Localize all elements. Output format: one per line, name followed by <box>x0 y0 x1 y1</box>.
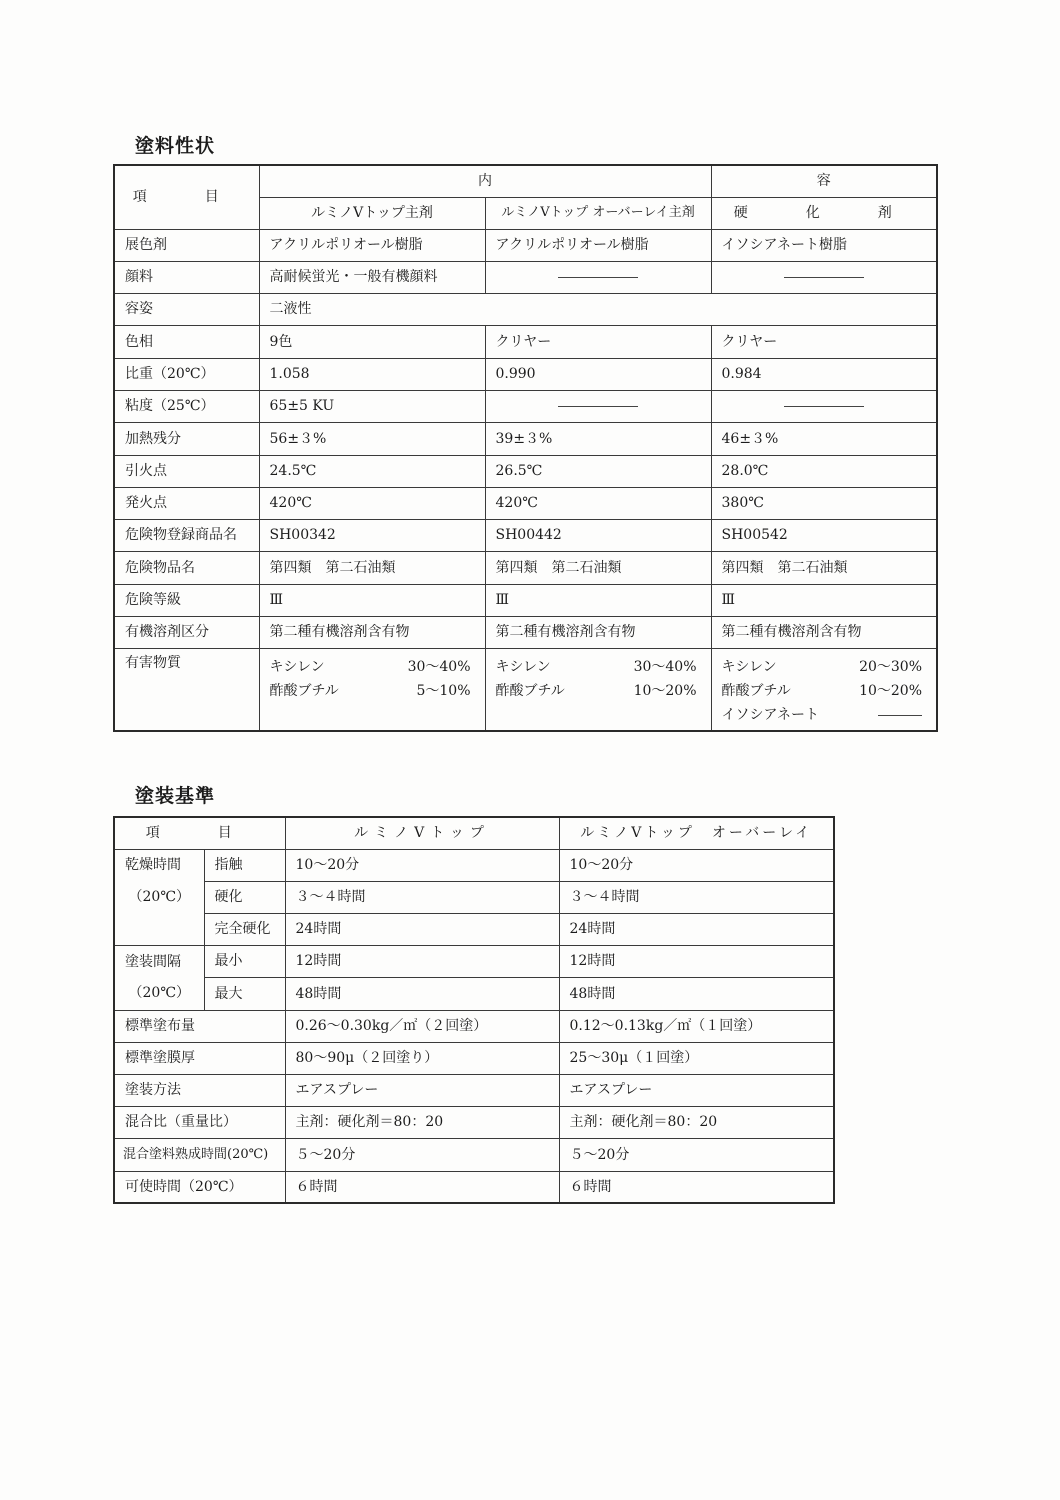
table-row <box>114 584 937 616</box>
cell: 0.990 <box>485 358 711 390</box>
row-label: 有害物質 <box>114 649 259 731</box>
cell: ６時間 <box>285 1171 559 1203</box>
cell: ３〜４時間 <box>285 881 559 913</box>
cell: 48時間 <box>559 978 834 1010</box>
harmful-item: 酢酸ブチル 10〜20% <box>721 683 922 700</box>
empty-cell-dash <box>711 390 937 422</box>
table-row <box>114 229 937 261</box>
table-row <box>114 1010 834 1042</box>
cell: 高耐候蛍光・一般有機顔料 <box>259 261 485 293</box>
header-col2: ルミノVトップ オーバーレイ <box>559 817 834 849</box>
row-sublabel: 最大 <box>204 978 285 1010</box>
cell: 10〜20分 <box>285 849 559 881</box>
table-row <box>114 455 937 487</box>
cell: 第二種有機溶剤含有物 <box>485 617 711 649</box>
table-row-harmful <box>114 649 937 731</box>
cell: 26.5℃ <box>485 455 711 487</box>
harmful-item: 酢酸ブチル 5〜10% <box>269 683 471 700</box>
cell: 第四類 第二石油類 <box>485 552 711 584</box>
table-row <box>114 390 937 422</box>
row-label: 色相 <box>114 326 259 358</box>
table-row <box>114 1107 834 1139</box>
row-label: 顔料 <box>114 261 259 293</box>
row-label: 展色剤 <box>114 229 259 261</box>
table-row <box>114 552 937 584</box>
empty-cell-dash <box>711 261 937 293</box>
harmful-item: 酢酸ブチル 10〜20% <box>495 683 697 700</box>
row-label: 危険等級 <box>114 584 259 616</box>
row-sublabel: 指触 <box>204 849 285 881</box>
cell: 1.058 <box>259 358 485 390</box>
row-label-spacer <box>114 914 204 946</box>
cell: 24.5℃ <box>259 455 485 487</box>
cell: 主剤：硬化剤＝80：20 <box>559 1107 834 1139</box>
harmful-cell <box>711 649 937 731</box>
cell: 25〜30μ（１回塗） <box>559 1042 834 1074</box>
cell: エアスプレー <box>559 1075 834 1107</box>
table-row <box>114 1139 834 1171</box>
table-row <box>114 617 937 649</box>
table-row <box>114 520 937 552</box>
table-row <box>114 326 937 358</box>
cell: ３〜４時間 <box>559 881 834 913</box>
row-label: 混合塗料熟成時間(20℃) <box>114 1139 285 1171</box>
row-label: 粘度（25℃） <box>114 390 259 422</box>
cell: 10〜20分 <box>559 849 834 881</box>
table-row <box>114 358 937 390</box>
harmful-cell <box>485 649 711 731</box>
header-col2: ルミノVトップ オーバーレイ主剤 <box>485 197 711 229</box>
cell: 12時間 <box>285 946 559 978</box>
cell: 第四類 第二石油類 <box>711 552 937 584</box>
empty-cell-dash <box>485 261 711 293</box>
table-row <box>114 978 834 1010</box>
cell: エアスプレー <box>285 1075 559 1107</box>
row-label-temp: （20℃） <box>114 881 204 913</box>
section-title-coating: 塗装基準 <box>135 785 216 807</box>
harmful-item: キシレン 30〜40% <box>495 659 697 676</box>
section-title-properties: 塗料性状 <box>135 135 216 157</box>
header-content-right: 容 <box>711 165 937 197</box>
row-label: 標準塗膜厚 <box>114 1042 285 1074</box>
header-item: 項 目 <box>114 817 285 849</box>
cell: ６時間 <box>559 1171 834 1203</box>
table-row <box>114 849 834 881</box>
cell: 0.984 <box>711 358 937 390</box>
header-item: 項 目 <box>114 165 259 229</box>
table-row <box>114 881 834 913</box>
header-col1: ルミノVトップ主剤 <box>259 197 485 229</box>
cell: 39±３% <box>485 423 711 455</box>
cell: Ⅲ <box>711 584 937 616</box>
table-row <box>114 1171 834 1203</box>
table-row <box>114 294 937 326</box>
empty-cell-dash <box>485 390 711 422</box>
cell: 28.0℃ <box>711 455 937 487</box>
table-row <box>114 946 834 978</box>
table-header-row <box>114 817 834 849</box>
cell: SH00342 <box>259 520 485 552</box>
row-label: 危険物登録商品名 <box>114 520 259 552</box>
row-label: 加熱残分 <box>114 423 259 455</box>
header-col1: ルミノVトップ <box>285 817 559 849</box>
harmful-cell <box>259 649 485 731</box>
harmful-item: イソシアネート <box>722 703 923 727</box>
cell: Ⅲ <box>485 584 711 616</box>
cell: 48時間 <box>285 978 559 1010</box>
coating-table <box>113 816 835 1204</box>
cell: 主剤：硬化剤＝80：20 <box>285 1107 559 1139</box>
row-label: 混合比（重量比） <box>114 1107 285 1139</box>
harmful-item: キシレン 20〜30% <box>721 659 922 676</box>
row-label: 乾燥時間 <box>114 849 204 881</box>
row-label: 発火点 <box>114 487 259 519</box>
table-row <box>114 1075 834 1107</box>
cell: 56±３% <box>259 423 485 455</box>
header-col3: 硬 化 剤 <box>711 197 937 229</box>
cell: 24時間 <box>285 914 559 946</box>
cell: SH00542 <box>711 520 937 552</box>
cell: イソシアネート樹脂 <box>711 229 937 261</box>
cell: アクリルポリオール樹脂 <box>485 229 711 261</box>
row-sublabel: 最小 <box>204 946 285 978</box>
cell: 420℃ <box>485 487 711 519</box>
row-label: 比重（20℃） <box>114 358 259 390</box>
cell: ５〜20分 <box>285 1139 559 1171</box>
table-row <box>114 487 937 519</box>
cell: アクリルポリオール樹脂 <box>259 229 485 261</box>
cell: Ⅲ <box>259 584 485 616</box>
cell: ５〜20分 <box>559 1139 834 1171</box>
cell: クリヤー <box>485 326 711 358</box>
properties-table <box>113 164 938 732</box>
cell: 80〜90μ（２回塗り） <box>285 1042 559 1074</box>
cell: 0.26〜0.30kg／㎡（２回塗） <box>285 1010 559 1042</box>
row-label: 標準塗布量 <box>114 1010 285 1042</box>
cell: 24時間 <box>559 914 834 946</box>
cell: 第四類 第二石油類 <box>259 552 485 584</box>
cell: クリヤー <box>711 326 937 358</box>
row-label: 塗装方法 <box>114 1075 285 1107</box>
table-row <box>114 1042 834 1074</box>
header-content-left: 内 <box>259 165 711 197</box>
row-label: 塗装間隔 <box>114 946 204 978</box>
cell: 0.12〜0.13kg／㎡（１回塗） <box>559 1010 834 1042</box>
table-row <box>114 914 834 946</box>
cell: SH00442 <box>485 520 711 552</box>
cell: 12時間 <box>559 946 834 978</box>
row-sublabel: 完全硬化 <box>204 914 285 946</box>
cell: 65±5 KU <box>259 390 485 422</box>
table-row <box>114 261 937 293</box>
row-sublabel: 硬化 <box>204 881 285 913</box>
harmful-item: キシレン 30〜40% <box>269 659 471 676</box>
row-label: 有機溶剤区分 <box>114 617 259 649</box>
cell: 第二種有機溶剤含有物 <box>259 617 485 649</box>
table-row <box>114 423 937 455</box>
cell: 46±３% <box>711 423 937 455</box>
row-label: 可使時間（20℃） <box>114 1171 285 1203</box>
row-label: 危険物品名 <box>114 552 259 584</box>
cell: 9色 <box>259 326 485 358</box>
table-header-row <box>114 165 937 197</box>
row-label-temp: （20℃） <box>114 978 204 1010</box>
cell: 420℃ <box>259 487 485 519</box>
row-label: 容姿 <box>114 294 259 326</box>
cell: 第二種有機溶剤含有物 <box>711 617 937 649</box>
row-label: 引火点 <box>114 455 259 487</box>
cell: 二液性 <box>259 294 937 326</box>
cell: 380℃ <box>711 487 937 519</box>
